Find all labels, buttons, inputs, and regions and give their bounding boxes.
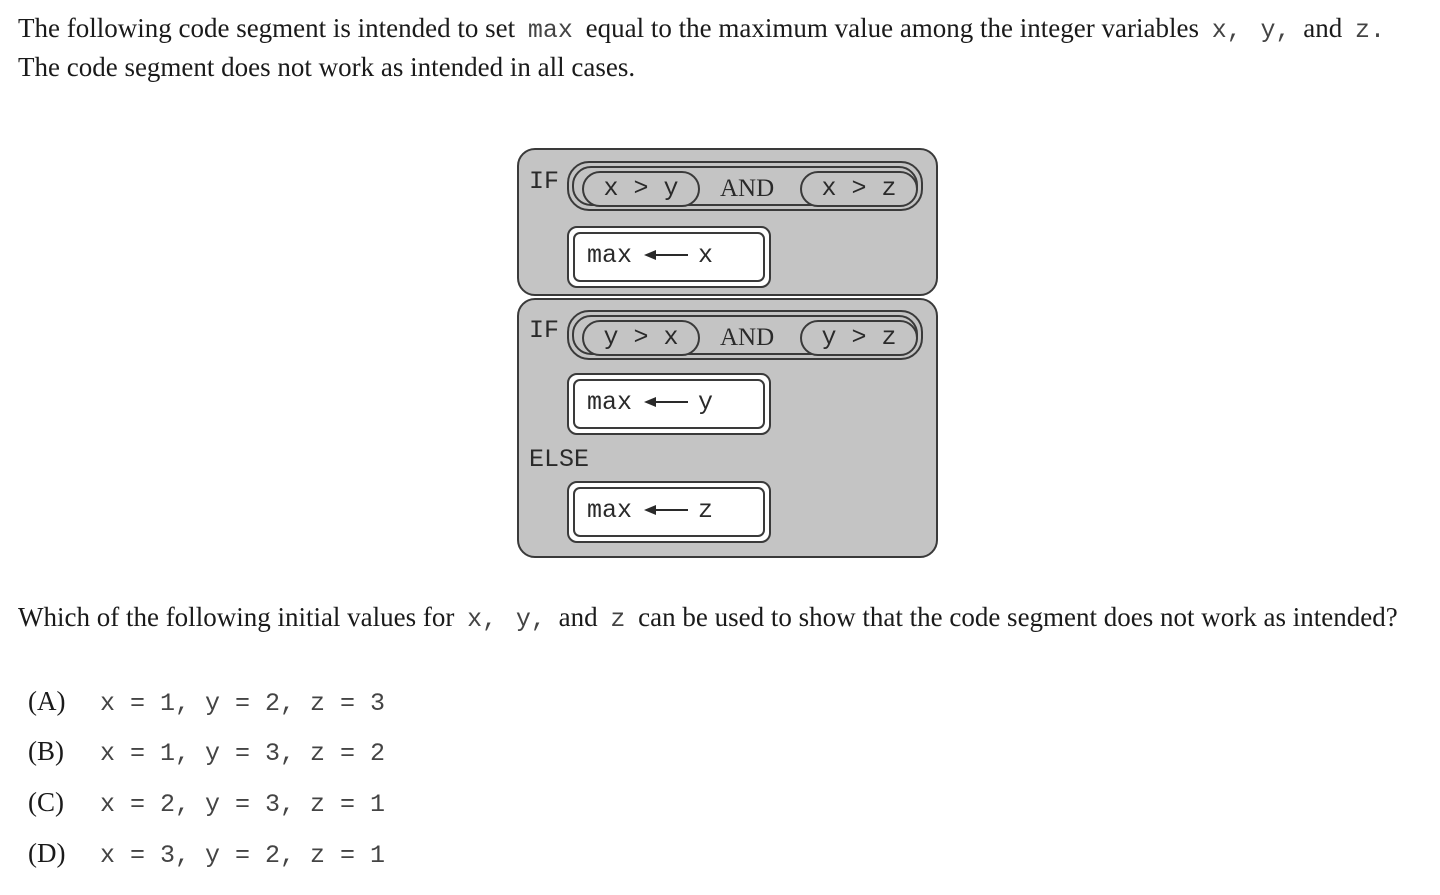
option-text: x = 1, y = 2, z = 3 [100,689,386,718]
if-keyword-1: IF [529,167,560,196]
assign-else-value: z [698,496,714,525]
condition-2-connector: AND [720,324,775,351]
question-code-y: y, [515,605,546,634]
assign-2-var: max [587,388,633,417]
option-label: (A) [28,686,66,716]
answer-option-a[interactable] [28,686,385,726]
assign-block-2 [567,373,771,435]
intro-text-2: equal to the maximum value among the integer variables [585,13,1199,43]
condition-2-left: y > x [582,320,700,356]
assign-block-1 [567,226,771,288]
code-max: max [527,16,573,45]
condition-2-right: y > z [800,320,918,356]
left-arrow-icon [644,250,688,260]
code-z: z. [1354,16,1385,45]
intro-paragraph [18,10,1428,86]
condition-2-inner [572,315,918,355]
assign-2-value: y [698,388,714,417]
if-block-1 [517,148,938,296]
question-text-3: can be used to show that the code segment does not work as intended? [638,602,1398,632]
option-label: (D) [28,838,66,868]
assign-block-else [567,481,771,543]
condition-2 [567,310,923,360]
if-keyword-2: IF [529,316,560,345]
question-code-x: x, [467,605,498,634]
assign-1-var: max [587,241,633,270]
answer-option-d[interactable] [28,838,385,878]
condition-1-right: x > z [800,171,918,207]
answer-option-b[interactable] [28,736,385,776]
question-text-2: and [558,602,598,632]
question-text-1: Which of the following initial values for [18,602,455,632]
intro-text-1: The following code segment is intended to set [18,13,516,43]
condition-1-connector: AND [720,175,775,202]
intro-text-3: and [1303,13,1343,43]
condition-1 [567,161,923,211]
assign-1-value: x [698,241,714,270]
code-block-diagram [517,148,938,558]
code-y: y, [1260,16,1291,45]
condition-1-inner [572,166,918,206]
option-text: x = 1, y = 3, z = 2 [100,739,386,768]
left-arrow-icon [644,397,688,407]
intro-text-4: The code segment does not work as intended in all cases. [18,52,636,82]
assign-else-var: max [587,496,633,525]
else-keyword: ELSE [529,445,590,474]
option-text: x = 2, y = 3, z = 1 [100,790,386,819]
if-block-2 [517,298,938,558]
option-text: x = 3, y = 2, z = 1 [100,841,386,870]
condition-1-left: x > y [582,171,700,207]
answer-option-c[interactable] [28,787,385,827]
code-x: x, [1211,16,1242,45]
question-paragraph [18,599,1428,638]
option-label: (B) [28,736,64,766]
option-label: (C) [28,787,64,817]
question-code-z: z [610,605,626,634]
left-arrow-icon [644,505,688,515]
